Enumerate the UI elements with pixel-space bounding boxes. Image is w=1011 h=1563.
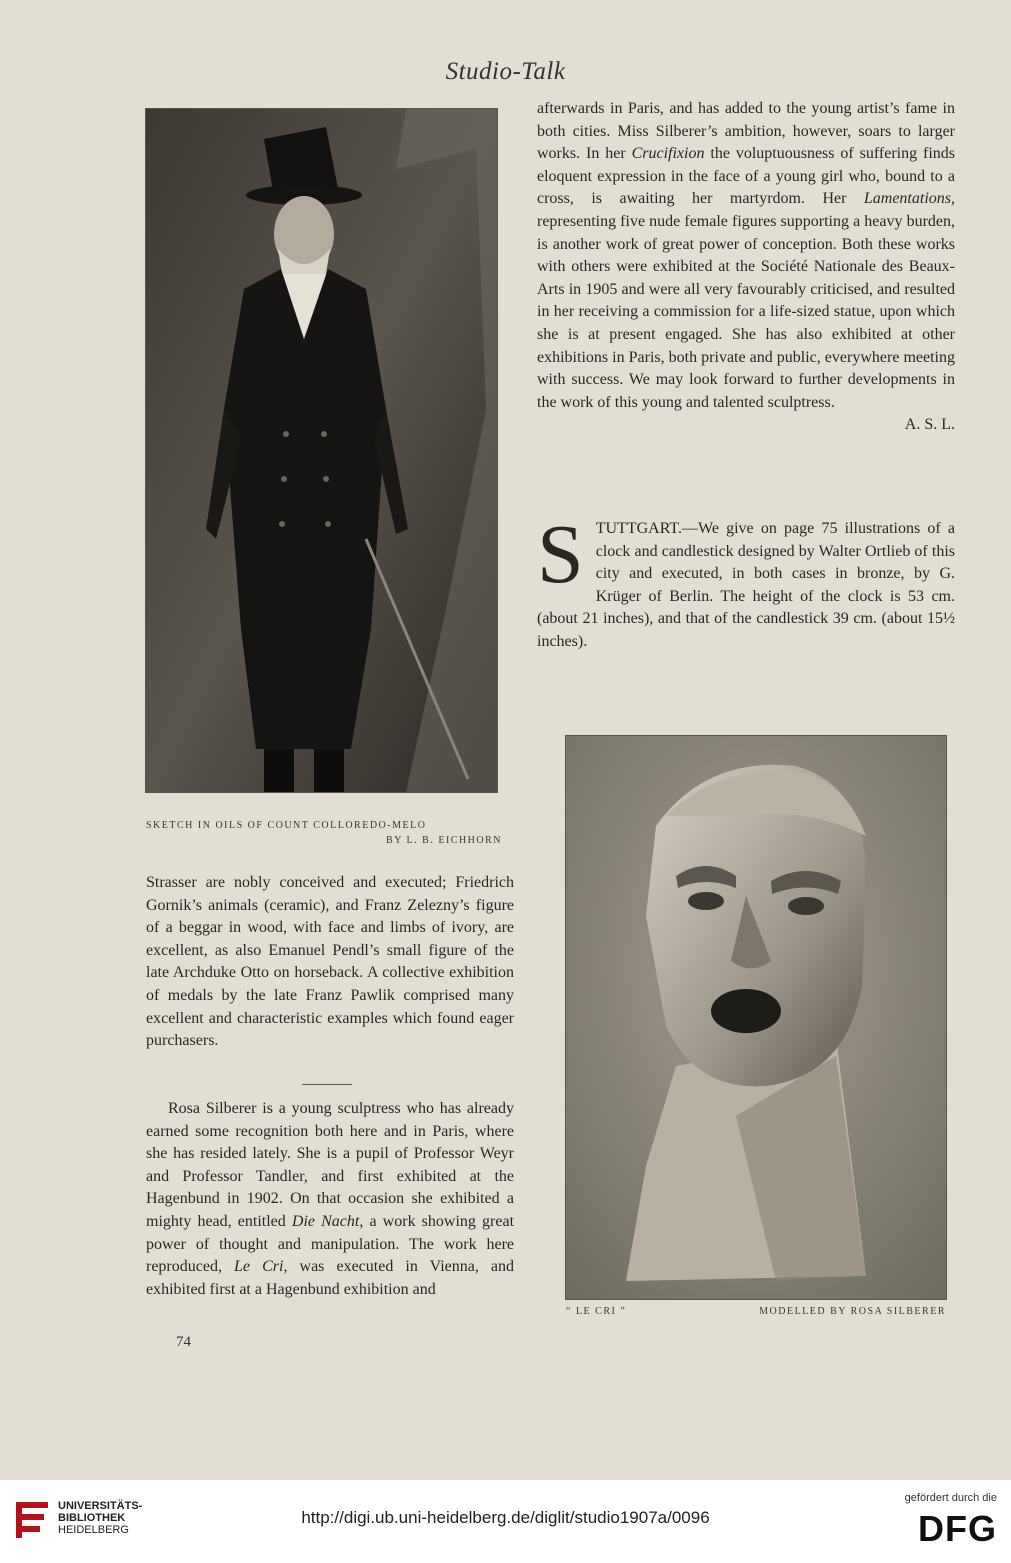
portrait-caption-line2: BY L. B. EICHHORN (386, 835, 502, 846)
right-paragraph-1 (537, 98, 955, 414)
right-paragraph-1b: the voluptuousness of suffering finds eloquent expression in the face of a young girl who, bound to a cross, is awaiting her martyrdom. Her (537, 145, 955, 208)
signature-line (537, 414, 955, 437)
signature: A. S. L. (904, 416, 955, 434)
page-number: 74 (176, 1334, 191, 1350)
bust-image (566, 736, 946, 1299)
portrait-caption-line1: SKETCH IN OILS OF COUNT COLLOREDO-MELO (146, 820, 427, 831)
bust-plate (566, 736, 946, 1299)
right-paragraph-1a: afterwards in Paris, and has added to the young artist’s fame in both cities. Miss Silberer’s ambition, however, soars to larger works. In her (537, 100, 955, 163)
library-name-line2: BIBLIOTHEK (58, 1512, 126, 1524)
left-paragraph-2 (146, 1098, 514, 1301)
bust-caption (566, 1304, 946, 1319)
footer-bar (0, 1480, 1011, 1563)
running-head: Studio-Talk (445, 58, 566, 85)
left-paragraph-1: Strasser are nobly conceived and executed; Friedrich Gornik’s animals (ceramic), and Franz Zelezny’s figure of a beggar in wood, with face and limbs of ivory, are excellent, as also Emanuel Pendl’s small figure of the late Archduke Otto on horseback. A collective exhibition of medals by the late Franz Pawlik comprised many excellent and characteristic examples which found eager purchasers. (146, 874, 514, 1050)
right-paragraph-1c: , representing five nude female figures supporting a heavy burden, is another work of great power of conception. Both these works with others were exhibited at the Société Nationale des Beaux-Arts in 1905 and were all very favourably criticised, and resulted in her receiving a commission for a life-sized statue, upon which she is at present engaged. She has also exhibited at other exhibitions in Paris, both private and public, everywhere meeting with success. We may look forward to further developments in the work of this young and talented sculptress. (537, 190, 955, 411)
stuttgart-section (537, 508, 955, 654)
die-nacht-title: Die Nacht (291, 1212, 360, 1230)
left-paragraph-2b: , a work showing great power of thought and manipulation. The work here reproduced, (146, 1212, 515, 1276)
bust-caption-credit: MODELLED BY ROSA SILBERER (759, 1306, 946, 1317)
crucifixion-title: Crucifixion (631, 145, 705, 163)
left-column-2 (146, 1098, 514, 1301)
source-url[interactable]: http://digi.ub.uni-heidelberg.de/diglit/studio1907a/0096 (301, 1508, 710, 1527)
stuttgart-paragraph (537, 508, 955, 654)
left-column (146, 872, 514, 1053)
le-cri-title: Le Cri (234, 1258, 284, 1276)
dfg-logo: DFG (918, 1508, 997, 1549)
portrait-image (146, 109, 497, 792)
section-rule (302, 1084, 352, 1085)
stuttgart-text: TUTTGART.—We give on page 75 illustrations of a clock and candlestick designed by Walter Ortlieb of this city and executed, in both cases in bronze, by G. Krüger of Berlin. The height of the clock is 53 cm. (about 21 inches), and that of the candlestick 39 cm. (about 15½ inches). (537, 520, 955, 650)
funded-by: gefördert durch die (904, 1492, 997, 1504)
dropcap: S (537, 508, 584, 601)
left-paragraph-2c: , was executed in Vienna, and exhibited first at a Hagenbund exhibition and (146, 1258, 515, 1298)
left-paragraph-2a: Rosa Silberer is a young sculptress who has already earned some recognition both here and in Paris, where she has resided lately. She is a pupil of Professor Weyr and Professor Tandler, and first exhibited at the Hagenbund in 1902. On that occasion she exhibited a mighty head, entitled (146, 1100, 514, 1230)
portrait-caption (146, 818, 502, 848)
library-name-line1: UNIVERSITÄTS- (58, 1500, 143, 1512)
library-name-line3: HEIDELBERG (58, 1524, 129, 1536)
right-column (537, 98, 955, 437)
bust-caption-title: “ LE CRI ” (566, 1306, 627, 1317)
lamentations-title: Lamentations (863, 190, 951, 208)
portrait-plate (146, 109, 497, 792)
